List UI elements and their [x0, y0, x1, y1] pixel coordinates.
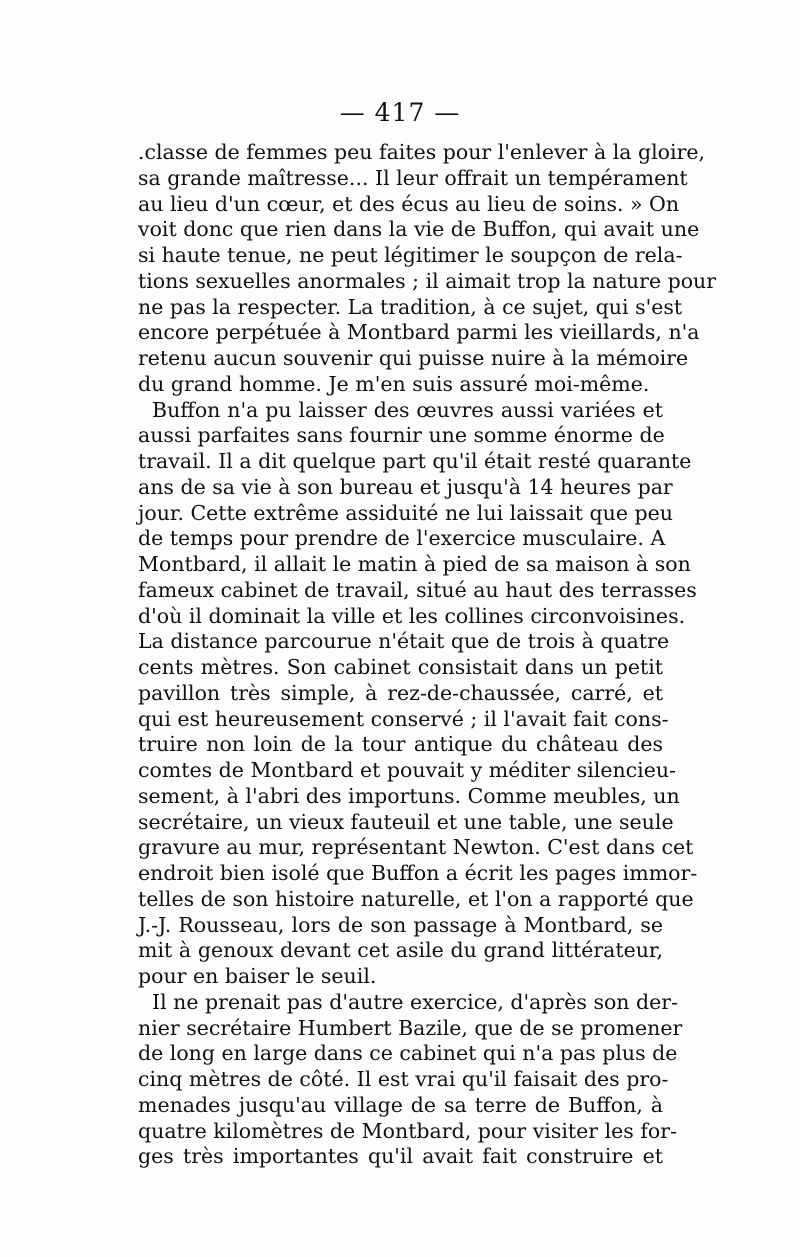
text-line: gravure au mur, représentant Newton. C'est dans cet: [138, 835, 694, 860]
text-line: sa grande maîtresse... Il leur offrait un tempérament: [138, 165, 688, 190]
text-line: nier secrétaire Humbert Bazile, que de se promener: [138, 1015, 683, 1040]
text-line: au lieu d'un cœur, et des écus au lieu de soins. » On: [138, 191, 680, 216]
text-line: cinq mètres de côté. Il est vrai qu'il faisait des pro-: [138, 1067, 669, 1091]
text-line: ne pas la respecter. La tradition, à ce sujet, qui s'est: [138, 294, 683, 319]
text-line: fameux cabinet de travail, situé au haut des terrasses: [138, 577, 697, 602]
text-line: .classe de femmes peu faites pour l'enlever à la gloire,: [138, 140, 706, 164]
text-line: telles de son histoire naturelle, et l'on a rapporté que: [138, 886, 694, 911]
text-line: tions sexuelles anormales ; il aimait trop la nature pour: [138, 268, 717, 293]
text-line: ges très importantes qu'il avait fait construire et: [138, 1144, 663, 1169]
text-line: ans de sa vie à son bureau et jusqu'à 14 heures par: [138, 474, 673, 499]
body-text: [138, 140, 717, 1170]
text-line: mit à genoux devant cet asile du grand littérateur,: [138, 938, 663, 963]
text-line: aussi parfaites sans fournir une somme énorme de: [138, 423, 665, 448]
text-line: du grand homme. Je m'en suis assuré moi-même.: [138, 371, 650, 396]
text-line: de long en large dans ce cabinet qui n'a pas plus de: [138, 1041, 678, 1066]
text-line: truire non loin de la tour antique du château des: [138, 732, 663, 757]
text-line: Montbard, il allait le matin à pied de sa maison à son: [138, 552, 691, 576]
text-line: sement, à l'abri des importuns. Comme meubles, un: [138, 783, 680, 808]
text-line: pour en baiser le seuil.: [138, 964, 377, 988]
text-line: Il ne prenait pas d'autre exercice, d'après son der-: [152, 989, 679, 1014]
text-line: Buffon n'a pu laisser des œuvres aussi variées et: [152, 397, 663, 422]
text-line: comtes de Montbard et pouvait y méditer silencieu-: [138, 758, 676, 782]
text-line: d'où il dominait la ville et les collines circonvoisines.: [138, 603, 686, 628]
text-line: retenu aucun souvenir qui puisse nuire à la mémoire: [138, 346, 689, 370]
text-line: travail. Il a dit quelque part qu'il était resté quarante: [138, 449, 692, 473]
text-line: J.-J. Rousseau, lors de son passage à Montbard, se: [138, 912, 663, 937]
text-line: voit donc que rien dans la vie de Buffon, qui avait une: [138, 217, 700, 242]
text-line: cents mètres. Son cabinet consistait dans un petit: [138, 655, 663, 679]
text-line: si haute tenue, ne peut légitimer le soupçon de rela-: [138, 243, 683, 267]
page-number: — 417 —: [339, 98, 461, 127]
text-line: de temps pour prendre de l'exercice musculaire. A: [138, 526, 666, 551]
text-line: secrétaire, un vieux fauteuil et une table, une seule: [138, 809, 674, 834]
text-line: encore perpétuée à Montbard parmi les vieillards, n'a: [138, 320, 700, 345]
text-line: menades jusqu'au village de sa terre de Buffon, à: [138, 1092, 663, 1117]
text-line: pavillon très simple, à rez-de-chaussée, carré, et: [138, 680, 663, 705]
text-line: endroit bien isolé que Buffon a écrit les pages immor-: [138, 861, 698, 885]
text-line: jour. Cette extrême assiduité ne lui laissait que peu: [138, 500, 673, 525]
text-line: quatre kilomètres de Montbard, pour visiter les for-: [138, 1118, 677, 1143]
text-line: La distance parcourue n'était que de trois à quatre: [138, 629, 670, 654]
text-line: qui est heureusement conservé ; il l'avait fait cons-: [138, 706, 669, 731]
